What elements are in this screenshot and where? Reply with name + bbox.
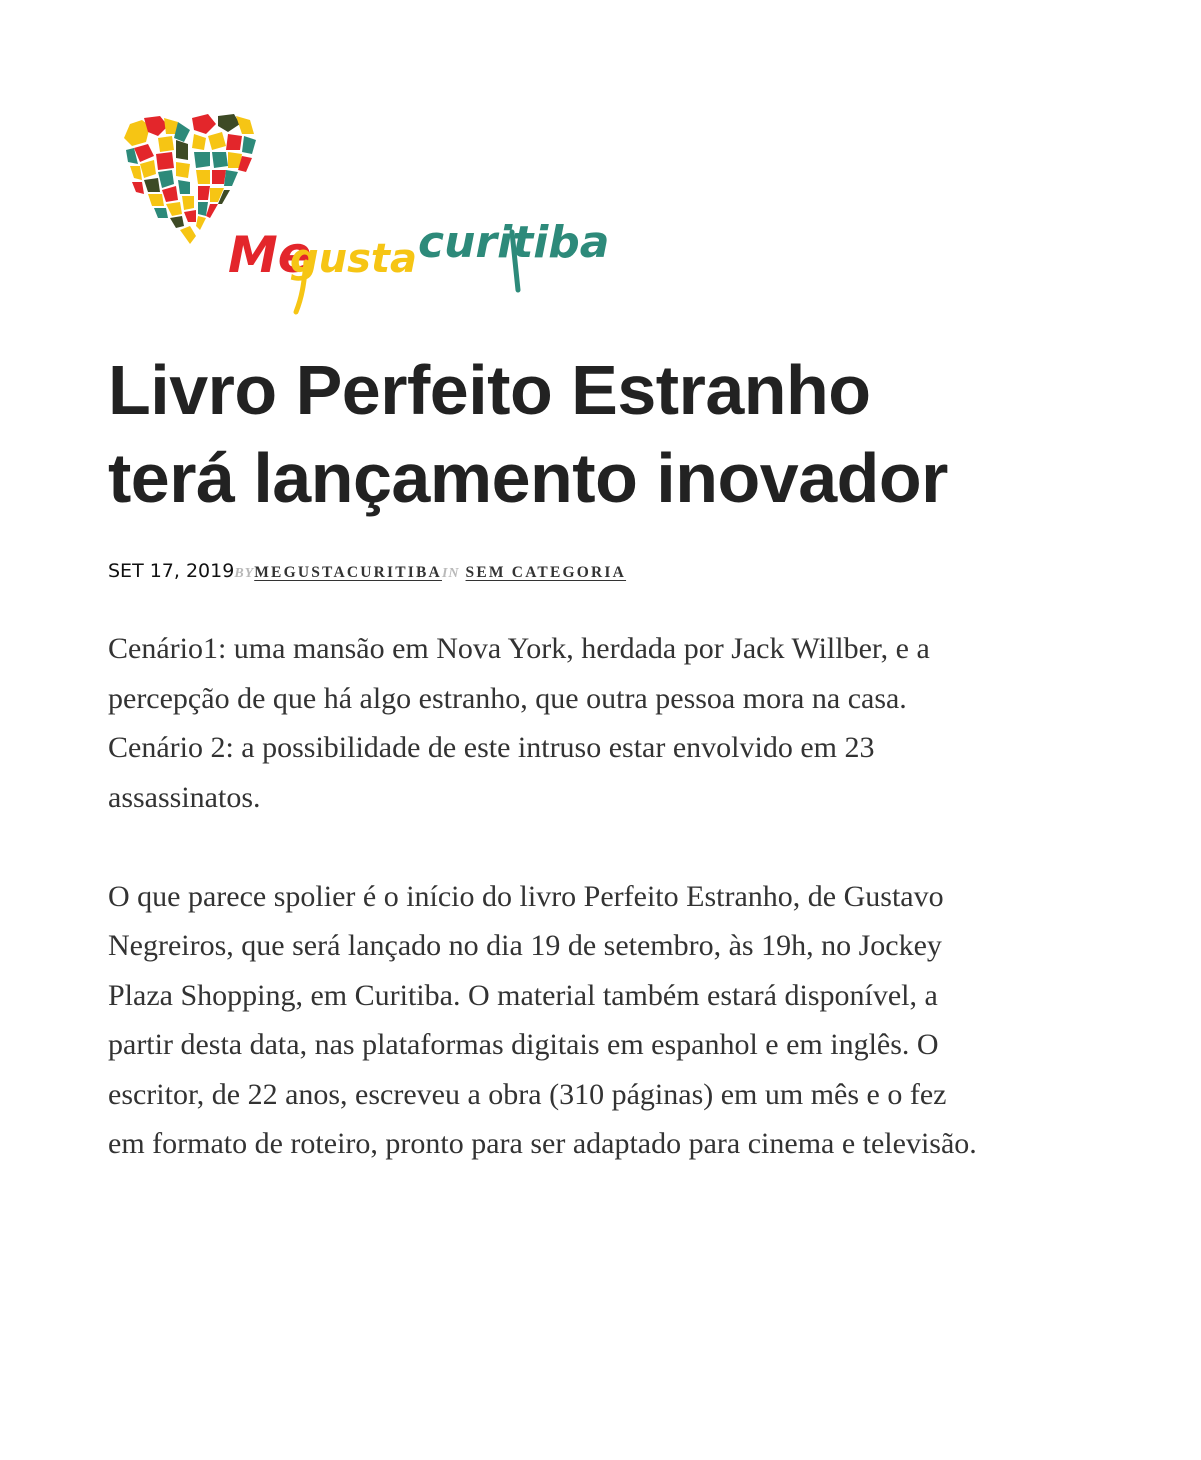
paragraph-line: percepção de que há algo estranho, que outra pessoa mora na casa. — [108, 681, 907, 715]
logo-word-curitiba: curitiba — [418, 217, 610, 268]
paragraph-line: escritor, de 22 anos, escreveu a obra (310 páginas) em um mês e o fez — [108, 1077, 947, 1111]
logo-word-me: Me — [228, 226, 312, 284]
article-body — [108, 624, 1138, 1169]
paragraph-line: Negreiros, que será lançado no dia 19 de setembro, às 19h, no Jockey — [108, 929, 942, 962]
paragraph-line: assassinatos. — [108, 780, 261, 814]
paragraph-line: Cenário 2: a possibilidade de este intruso estar envolvido em 23 — [108, 731, 875, 764]
mosaic-heart-icon — [124, 114, 256, 244]
author-link[interactable]: MEGUSTACURITIBA — [254, 564, 442, 581]
paragraph-line: em formato de roteiro, pronto para ser adaptado para cinema e televisão. — [108, 1127, 977, 1160]
article-title — [108, 346, 1148, 522]
paragraph-line: Plaza Shopping, em Curitiba. O material também estará disponível, a — [108, 978, 938, 1012]
article-paragraph — [108, 624, 1138, 822]
paragraph-line: O que parece spolier é o início do livro Perfeito Estranho, de Gustavo — [108, 879, 944, 913]
category-link[interactable]: SEM CATEGORIA — [465, 564, 627, 581]
article-paragraph — [108, 872, 1138, 1169]
by-label: BY — [234, 566, 255, 581]
paragraph-line: partir desta data, nas plataformas digitais em espanhol e em inglês. O — [108, 1028, 939, 1061]
article-title-line: Livro Perfeito Estranho — [108, 351, 871, 429]
megustacuritiba-logo[interactable] — [120, 112, 610, 317]
paragraph-line: Cenário1: uma mansão em Nova York, herdada por Jack Willber, e a — [108, 632, 930, 665]
megustacuritiba-wordmark — [228, 217, 610, 312]
in-label: IN — [441, 566, 460, 581]
logo-word-gusta: gusta — [290, 236, 418, 282]
article-meta — [108, 560, 626, 586]
post-date: SET 17, 2019 — [108, 560, 235, 582]
article-title-line: terá lançamento inovador — [108, 439, 948, 517]
